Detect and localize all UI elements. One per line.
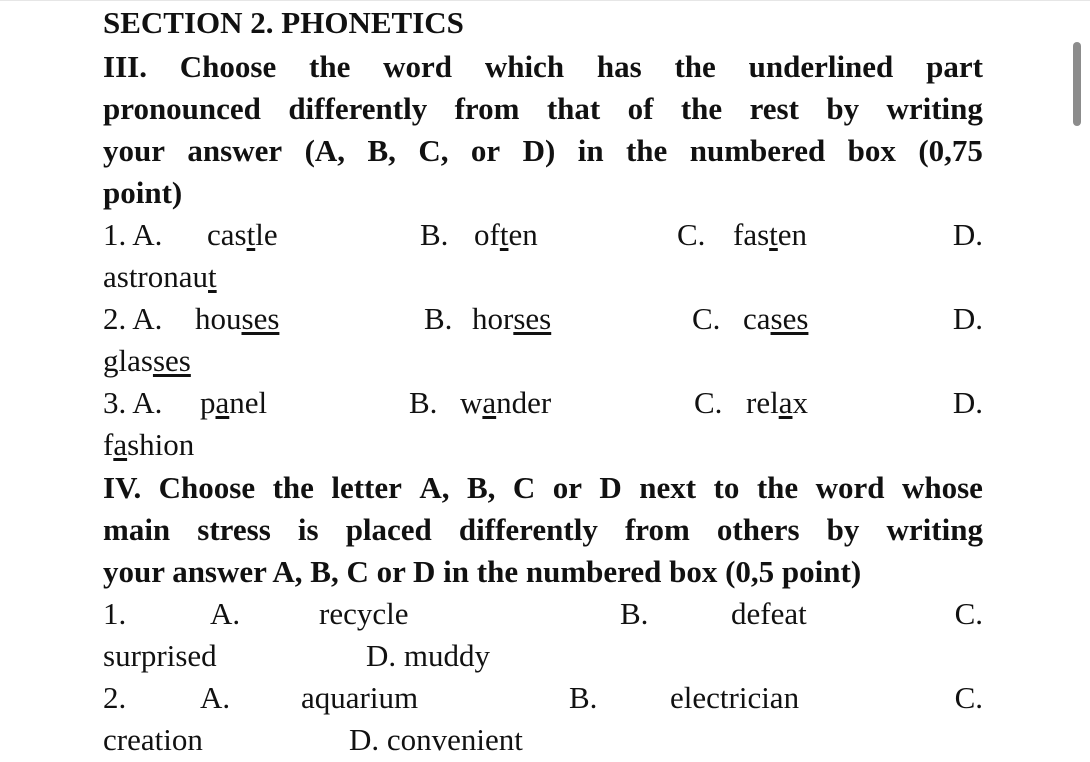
option-d-label: D. xyxy=(952,385,983,420)
word: writing xyxy=(886,91,983,126)
word: or xyxy=(470,133,501,168)
option-c xyxy=(743,298,808,340)
option-d-label: D. xyxy=(952,217,983,252)
word: C xyxy=(512,470,536,505)
underlined-part: ses xyxy=(770,301,809,336)
option-b xyxy=(460,382,551,424)
part3-instruction-line-2 xyxy=(103,88,983,130)
part4-instruction-line-2 xyxy=(103,509,983,551)
underlined-part: t xyxy=(208,259,217,294)
vertical-scrollbar[interactable] xyxy=(1073,42,1081,126)
p4-question-2-continued xyxy=(103,719,983,761)
word: main xyxy=(103,512,171,547)
part3-instruction-line-4: point) xyxy=(103,175,183,210)
word: (A, xyxy=(304,133,346,168)
underlined-part: a xyxy=(778,385,793,420)
p3-question-1 xyxy=(103,214,983,256)
word-part: w xyxy=(460,385,483,420)
word-part: en xyxy=(508,217,538,252)
option-c-label: C. xyxy=(677,217,706,252)
word: A, xyxy=(419,470,450,505)
word: letter xyxy=(331,470,402,505)
question-number: 3. A. xyxy=(103,385,163,420)
part4-instruction-line-3: your answer A, B, C or D in the numbered box (0,5 point) xyxy=(103,554,862,589)
option-a xyxy=(207,214,278,256)
word: the xyxy=(756,470,799,505)
word: Choose xyxy=(179,49,277,84)
word-part: f xyxy=(103,427,114,462)
word: box xyxy=(847,133,896,168)
top-edge-divider xyxy=(0,0,1090,1)
word-part: glas xyxy=(103,343,153,378)
word: by xyxy=(826,512,860,547)
question-number: 1. xyxy=(103,596,127,631)
question-number: 2. xyxy=(103,680,127,715)
underlined-part: a xyxy=(482,385,497,420)
option-a xyxy=(195,298,279,340)
word: stress xyxy=(197,512,271,547)
word: the xyxy=(680,91,723,126)
underlined-part: ses xyxy=(152,343,191,378)
option-a xyxy=(200,382,267,424)
option-b-label: B. xyxy=(569,680,598,715)
option-a-label: A. xyxy=(200,680,231,715)
option-c-label: C. xyxy=(954,596,983,631)
option-c-label: C. xyxy=(954,680,983,715)
option-b xyxy=(472,298,551,340)
word: in xyxy=(577,133,604,168)
word-part: cas xyxy=(207,217,247,252)
option-c: surprised xyxy=(103,638,217,673)
word: differently xyxy=(458,512,598,547)
option-a: recycle xyxy=(319,596,409,631)
underlined-part: a xyxy=(215,385,230,420)
option-b-label: B. xyxy=(424,301,453,336)
word: part xyxy=(926,49,983,84)
word-part: en xyxy=(777,217,808,252)
word: the xyxy=(674,49,716,84)
word: the xyxy=(625,133,668,168)
word: of xyxy=(627,91,654,126)
word: from xyxy=(454,91,520,126)
word: B, xyxy=(367,133,396,168)
word: writing xyxy=(886,512,983,547)
option-b xyxy=(474,214,538,256)
word-part: hor xyxy=(472,301,514,336)
word-part: p xyxy=(200,385,216,420)
word-part: shion xyxy=(127,427,195,462)
word-part: of xyxy=(474,217,500,252)
word-part: nel xyxy=(229,385,268,420)
p4-question-2 xyxy=(103,677,983,719)
word: (0,75 xyxy=(918,133,983,168)
word: others xyxy=(716,512,800,547)
word: next xyxy=(639,470,697,505)
word: the xyxy=(272,470,314,505)
p3-question-1-option-d xyxy=(103,256,983,298)
word: Choose xyxy=(158,470,256,505)
word: from xyxy=(624,512,690,547)
word: word xyxy=(815,470,885,505)
section-title: SECTION 2. PHONETICS xyxy=(103,5,464,40)
option-a-label: A. xyxy=(210,596,241,631)
word-part: ca xyxy=(743,301,771,336)
underlined-part: ses xyxy=(513,301,552,336)
word-part: astronau xyxy=(103,259,209,294)
word: whose xyxy=(901,470,983,505)
p4-question-1 xyxy=(103,593,983,635)
word-part: fas xyxy=(733,217,770,252)
question-number: 2. A. xyxy=(103,301,163,336)
underlined-part: a xyxy=(113,427,128,462)
option-a: aquarium xyxy=(301,680,419,715)
word-part: hou xyxy=(195,301,242,336)
underlined-part: t xyxy=(499,217,509,252)
word: by xyxy=(826,91,860,126)
word: C, xyxy=(418,133,449,168)
underlined-part: t xyxy=(769,217,778,252)
word: or xyxy=(552,470,582,505)
option-c-label: C. xyxy=(692,301,721,336)
word: word xyxy=(383,49,453,84)
p3-question-2-option-d xyxy=(103,340,983,382)
word: placed xyxy=(345,512,432,547)
word: pronounced xyxy=(103,91,261,126)
p3-question-2 xyxy=(103,298,983,340)
option-b: defeat xyxy=(731,596,807,631)
option-b-label: B. xyxy=(620,596,649,631)
word: D xyxy=(599,470,622,505)
p3-question-3 xyxy=(103,382,983,424)
option-d: D. convenient xyxy=(349,722,523,757)
word-part: x xyxy=(792,385,808,420)
part3-instruction-line-3 xyxy=(103,130,983,172)
option-d-label: D. xyxy=(952,301,983,336)
word: underlined xyxy=(748,49,894,84)
option-c-label: C. xyxy=(694,385,723,420)
p4-question-1-continued xyxy=(103,635,983,677)
word: that xyxy=(546,91,601,126)
option-c: creation xyxy=(103,722,203,757)
word: has xyxy=(596,49,642,84)
part3-instruction-line-1 xyxy=(103,46,983,88)
word: which xyxy=(484,49,565,84)
word: answer xyxy=(187,133,283,168)
word-part: nder xyxy=(496,385,552,420)
word: D) xyxy=(522,133,556,168)
word: your xyxy=(103,133,165,168)
word-part: le xyxy=(255,217,278,252)
question-number: 1. A. xyxy=(103,217,163,252)
part4-instruction-line-1 xyxy=(103,467,983,509)
option-c xyxy=(746,382,808,424)
word: numbered xyxy=(689,133,826,168)
word-part: rel xyxy=(746,385,779,420)
word: IV. xyxy=(103,470,142,505)
option-c xyxy=(733,214,807,256)
underlined-part: t xyxy=(246,217,256,252)
word: the xyxy=(309,49,351,84)
word: III. xyxy=(103,49,147,84)
option-b: electrician xyxy=(670,680,800,715)
word: B, xyxy=(466,470,496,505)
option-b-label: B. xyxy=(420,217,449,252)
p3-question-3-option-d xyxy=(103,424,983,466)
word: differently xyxy=(288,91,428,126)
option-d: D. muddy xyxy=(366,638,490,673)
word: rest xyxy=(749,91,799,126)
option-b-label: B. xyxy=(409,385,438,420)
word: to xyxy=(713,470,740,505)
underlined-part: ses xyxy=(241,301,280,336)
word: is xyxy=(297,512,319,547)
